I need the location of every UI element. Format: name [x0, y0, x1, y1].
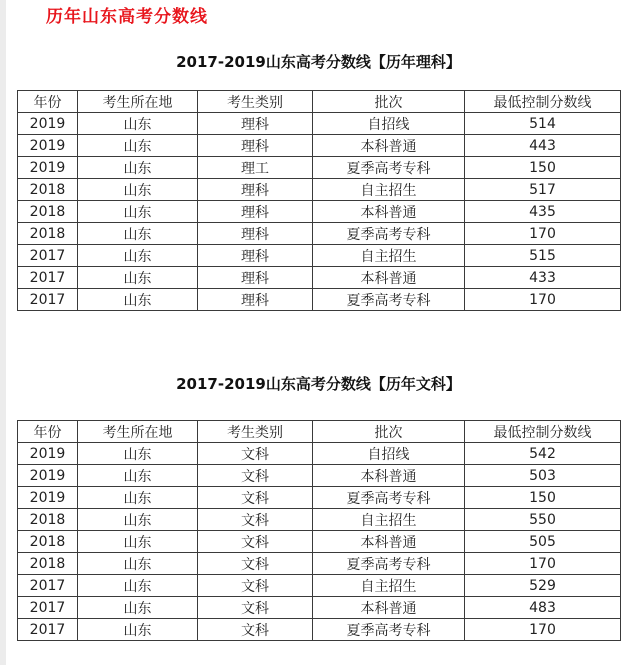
cell-min-score: 170	[465, 289, 621, 311]
cell-category: 理科	[198, 135, 313, 157]
cell-category: 文科	[198, 619, 313, 641]
table-row	[18, 267, 621, 289]
cell-year: 2019	[18, 113, 78, 135]
cell-category: 理科	[198, 245, 313, 267]
cell-min-score: 435	[465, 201, 621, 223]
cell-min-score: 517	[465, 179, 621, 201]
cell-batch: 夏季高考专科	[313, 619, 465, 641]
cell-batch: 夏季高考专科	[313, 487, 465, 509]
cell-batch: 夏季高考专科	[313, 157, 465, 179]
cell-batch: 自主招生	[313, 179, 465, 201]
cell-year: 2017	[18, 267, 78, 289]
cell-category: 文科	[198, 443, 313, 465]
cell-batch: 自招线	[313, 443, 465, 465]
cell-year: 2019	[18, 443, 78, 465]
table-row	[18, 487, 621, 509]
cell-min-score: 550	[465, 509, 621, 531]
header-category: 考生类别	[198, 421, 313, 443]
science-section-title: 2017-2019山东高考分数线【历年理科】	[176, 53, 461, 71]
cell-location: 山东	[78, 245, 198, 267]
header-location: 考生所在地	[78, 421, 198, 443]
cell-location: 山东	[78, 443, 198, 465]
header-location: 考生所在地	[78, 91, 198, 113]
cell-category: 文科	[198, 531, 313, 553]
table-row	[18, 289, 621, 311]
cell-category: 文科	[198, 509, 313, 531]
table-row	[18, 179, 621, 201]
table-row	[18, 135, 621, 157]
cell-location: 山东	[78, 575, 198, 597]
table-header-row	[18, 91, 621, 113]
cell-location: 山东	[78, 289, 198, 311]
cell-batch: 本科普通	[313, 465, 465, 487]
science-table-body	[18, 113, 621, 311]
cell-year: 2019	[18, 487, 78, 509]
cell-location: 山东	[78, 201, 198, 223]
cell-year: 2017	[18, 597, 78, 619]
cell-year: 2017	[18, 245, 78, 267]
header-year: 年份	[18, 421, 78, 443]
cell-min-score: 503	[465, 465, 621, 487]
cell-batch: 夏季高考专科	[313, 553, 465, 575]
cell-location: 山东	[78, 179, 198, 201]
page-title: 历年山东高考分数线	[46, 7, 208, 27]
table-row	[18, 201, 621, 223]
cell-min-score: 514	[465, 113, 621, 135]
cell-category: 理科	[198, 201, 313, 223]
cell-batch: 本科普通	[313, 201, 465, 223]
cell-location: 山东	[78, 509, 198, 531]
cell-location: 山东	[78, 597, 198, 619]
cell-min-score: 483	[465, 597, 621, 619]
cell-category: 文科	[198, 465, 313, 487]
table-row	[18, 113, 621, 135]
cell-location: 山东	[78, 531, 198, 553]
table-row	[18, 509, 621, 531]
cell-year: 2018	[18, 531, 78, 553]
cell-min-score: 542	[465, 443, 621, 465]
cell-batch: 本科普通	[313, 267, 465, 289]
cell-batch: 夏季高考专科	[313, 223, 465, 245]
cell-year: 2017	[18, 289, 78, 311]
table-row	[18, 597, 621, 619]
cell-location: 山东	[78, 223, 198, 245]
cell-year: 2019	[18, 135, 78, 157]
cell-min-score: 170	[465, 553, 621, 575]
cell-category: 理科	[198, 267, 313, 289]
cell-category: 理科	[198, 289, 313, 311]
header-category: 考生类别	[198, 91, 313, 113]
cell-year: 2018	[18, 179, 78, 201]
cell-min-score: 443	[465, 135, 621, 157]
cell-batch: 夏季高考专科	[313, 289, 465, 311]
cell-min-score: 505	[465, 531, 621, 553]
cell-location: 山东	[78, 487, 198, 509]
cell-batch: 本科普通	[313, 597, 465, 619]
cell-min-score: 150	[465, 487, 621, 509]
cell-min-score: 433	[465, 267, 621, 289]
cell-location: 山东	[78, 157, 198, 179]
arts-table-body	[18, 443, 621, 641]
table-row	[18, 531, 621, 553]
cell-category: 文科	[198, 575, 313, 597]
cell-year: 2018	[18, 553, 78, 575]
cell-min-score: 170	[465, 619, 621, 641]
header-year: 年份	[18, 91, 78, 113]
left-edge-bar	[0, 0, 6, 665]
cell-location: 山东	[78, 135, 198, 157]
cell-category: 理工	[198, 157, 313, 179]
arts-section-title: 2017-2019山东高考分数线【历年文科】	[176, 375, 461, 393]
science-score-table	[17, 90, 621, 311]
cell-category: 文科	[198, 553, 313, 575]
cell-year: 2019	[18, 465, 78, 487]
cell-min-score: 529	[465, 575, 621, 597]
cell-min-score: 170	[465, 223, 621, 245]
cell-batch: 自招线	[313, 113, 465, 135]
table-row	[18, 553, 621, 575]
cell-batch: 自主招生	[313, 575, 465, 597]
cell-batch: 自主招生	[313, 509, 465, 531]
table-row	[18, 465, 621, 487]
cell-year: 2018	[18, 223, 78, 245]
cell-location: 山东	[78, 619, 198, 641]
table-header-row	[18, 421, 621, 443]
table-row	[18, 443, 621, 465]
cell-year: 2019	[18, 157, 78, 179]
cell-category: 文科	[198, 597, 313, 619]
cell-location: 山东	[78, 465, 198, 487]
header-min-score: 最低控制分数线	[465, 421, 621, 443]
cell-location: 山东	[78, 553, 198, 575]
cell-category: 理科	[198, 113, 313, 135]
cell-batch: 本科普通	[313, 531, 465, 553]
cell-category: 理科	[198, 179, 313, 201]
cell-year: 2017	[18, 619, 78, 641]
cell-year: 2017	[18, 575, 78, 597]
cell-category: 理科	[198, 223, 313, 245]
cell-year: 2018	[18, 509, 78, 531]
header-batch: 批次	[313, 91, 465, 113]
cell-year: 2018	[18, 201, 78, 223]
cell-min-score: 150	[465, 157, 621, 179]
header-min-score: 最低控制分数线	[465, 91, 621, 113]
arts-score-table	[17, 420, 621, 641]
cell-min-score: 515	[465, 245, 621, 267]
table-row	[18, 575, 621, 597]
cell-location: 山东	[78, 267, 198, 289]
table-row	[18, 157, 621, 179]
cell-location: 山东	[78, 113, 198, 135]
cell-batch: 自主招生	[313, 245, 465, 267]
table-row	[18, 223, 621, 245]
header-batch: 批次	[313, 421, 465, 443]
table-row	[18, 619, 621, 641]
cell-category: 文科	[198, 487, 313, 509]
table-row	[18, 245, 621, 267]
cell-batch: 本科普通	[313, 135, 465, 157]
